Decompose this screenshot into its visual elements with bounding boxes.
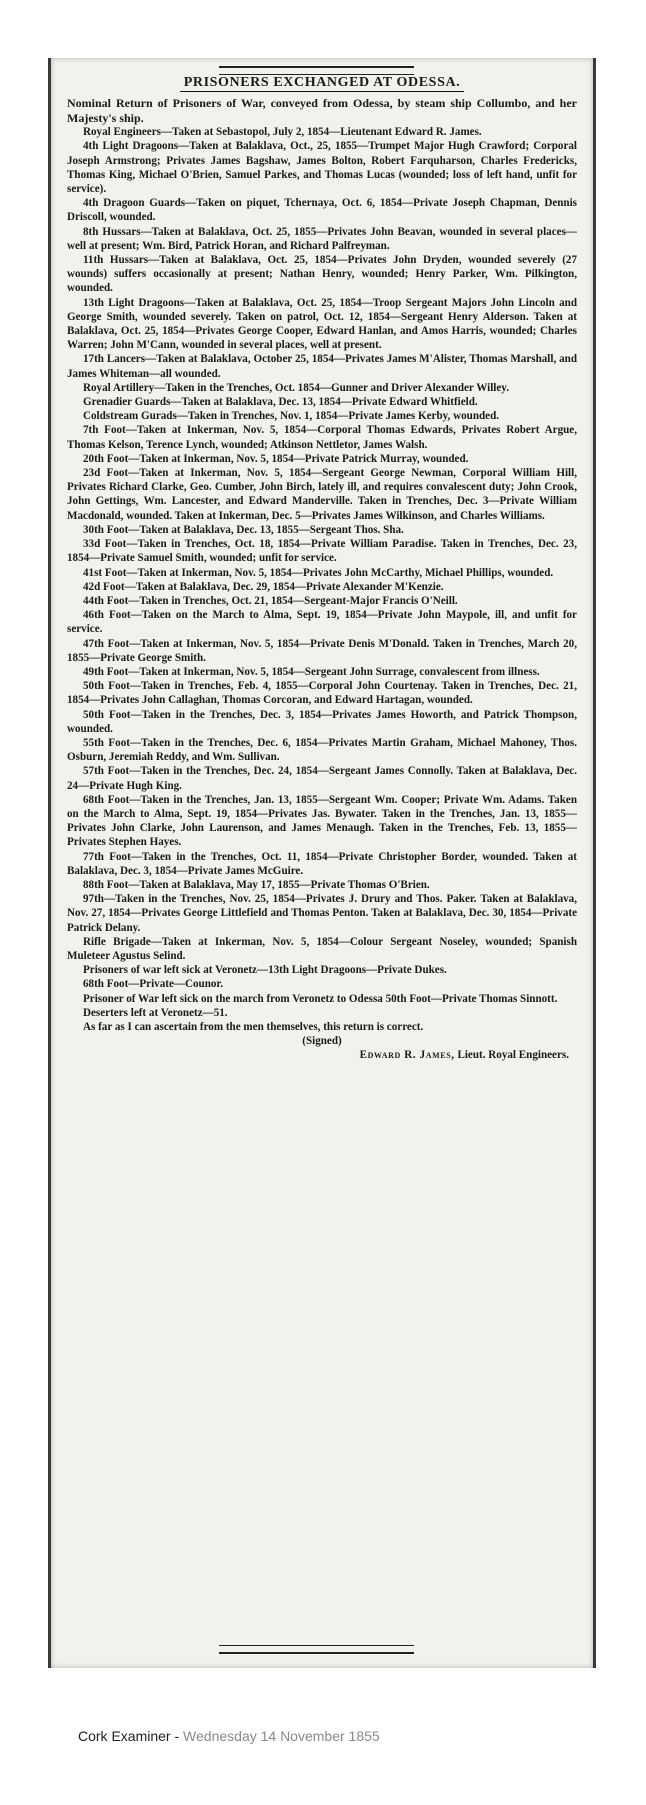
list-item: 4th Light Dragoons—Taken at Balaklava, Oct., 25, 1855—Trumpet Major Hugh Crawford; Corporal Joseph Armstrong; Privates James Bagshaw, James Bolton, Robert Farquharson, Charles Fredericks, Thomas King, Michael O'Brien, Samuel Parkes, and Thomas Lucas (wounded; loss of left hand, unfit for service). (67, 140, 577, 196)
list-item: 50th Foot—Taken in Trenches, Feb. 4, 1855—Corporal John Courtenay. Taken in Trenches, Dec. 21, 1854—Privates John Callaghan, Thomas Corcoran, and Edward Hartagan, wounded. (67, 680, 577, 707)
list-item: Prisoner of War left sick on the march from Veronetz to Odessa 50th Foot—Private Thomas Sinnott. (83, 992, 558, 1005)
list-item: 49th Foot—Taken at Inkerman, Nov. 5, 1854—Sergeant John Surrage, convalescent from illness. (83, 665, 540, 678)
list-item: 77th Foot—Taken in the Trenches, Oct. 11, 1854—Private Christopher Border, wounded. Taken at Balaklava, Dec. 3, 1854—Private James McGuire. (67, 850, 577, 877)
list-item: 42d Foot—Taken at Balaklava, Dec. 29, 1854—Private Alexander M'Kenzie. (83, 580, 444, 593)
list-item: 33d Foot—Taken in Trenches, Oct. 18, 1854—Private William Paradise. Taken in Trenches, Dec. 23, 1854—Private Samuel Smith, wounded; unfit for service. (67, 538, 577, 565)
list-item: Prisoners of war left sick at Veronetz—13th Light Dragoons—Private Dukes. (83, 964, 447, 977)
list-item: 47th Foot—Taken at Inkerman, Nov. 5, 1854—Private Denis M'Donald. Taken in Trenches, March 20, 1855—Private George Smith. (67, 637, 577, 664)
list-item: 57th Foot—Taken in the Trenches, Dec. 24, 1854—Sergeant James Connolly. Taken at Balaklava, Dec. 24—Private Hugh King. (67, 765, 577, 792)
article-headline: PRISONERS EXCHANGED AT ODESSA. (67, 76, 577, 90)
list-item: 50th Foot—Taken in the Trenches, Dec. 3, 1854—Privates James Howorth, and Patrick Thompson, wounded. (67, 708, 577, 735)
list-item: 8th Hussars—Taken at Balaklava, Oct. 25, 1855—Privates John Beavan, wounded in several places—well at present; Wm. Bird, Patrick Horan, and Richard Palfreyman. (67, 225, 577, 252)
source-caption (78, 1728, 380, 1744)
list-item: 30th Foot—Taken at Balaklava, Dec. 13, 1855—Sergeant Thos. Sha. (83, 523, 404, 536)
list-item: 7th Foot—Taken at Inkerman, Nov. 5, 1854—Corporal Thomas Edwards, Privates Robert Argue, Thomas Kelson, Terence Lynch, wounded; Atkinson Nettletor, James Walsh. (67, 424, 577, 451)
list-item: 68th Foot—Taken in the Trenches, Jan. 13, 1855—Sergeant Wm. Cooper; Private Wm. Adams. Taken on the March to Alma, Sept. 19, 1854—Privates Jas. Bywater. Taken in the Trenches, Jan. 13, 1855—Privates John Clarke, John Laurenson, and James Menaugh. Taken in the Trenches, Feb. 13, 1855—Privates Stephen Hayes. (67, 793, 577, 849)
list-item: 11th Hussars—Taken at Balaklava, Oct. 25, 1854—Privates John Dryden, wounded severely (27 wounds) suffers occasionally at present; Nathan Henry, wounded; Henry Parker, Wm. Pilkington, wounded. (67, 254, 577, 295)
list-item: 46th Foot—Taken on the March to Alma, Sept. 19, 1854—Private John Maypole, ill, and unfit for service. (67, 609, 577, 636)
list-item: 23d Foot—Taken at Inkerman, Nov. 5, 1854—Sergeant George Newman, Corporal William Hill, Privates Richard Clarke, Geo. Cumber, John Birch, lately ill, and requires convalescent duty; John Crook, John Gettings, Wm. Lancester, and Edward Manderville. Taken in Trenches, Dec. 3—Private William Macdonald, wounded. Taken at Inkerman, Dec. 5—Privates James Wilkinson, and Charles Williams. (67, 467, 577, 522)
list-item: 68th Foot—Private—Counor. (83, 978, 224, 991)
signature-line (67, 1048, 577, 1062)
list-item: Royal Engineers—Taken at Sebastopol, July 2, 1854—Lieutenant Edward R. James. (83, 126, 482, 139)
list-item: Grenadier Guards—Taken at Balaklava, Dec. 13, 1854—Private Edward Whitfield. (83, 396, 478, 409)
caption-date: Wednesday 14 November 1855 (183, 1728, 380, 1744)
list-item: Rifle Brigade—Taken at Inkerman, Nov. 5, 1854—Colour Sergeant Noseley, wounded; Spanish Muleteer Agustus Selind. (67, 935, 577, 962)
list-item: 44th Foot—Taken in Trenches, Oct. 21, 1854—Sergeant-Major Francis O'Neill. (83, 594, 458, 607)
top-double-rule (219, 66, 414, 75)
list-item: 55th Foot—Taken in the Trenches, Dec. 6, 1854—Privates Martin Graham, Michael Mahoney, Thos. Osburn, Jeremiah Reddy, and Wm. Sullivan. (67, 736, 577, 764)
signed-label: (Signed) (302, 1035, 342, 1048)
article-column (67, 76, 577, 1063)
signature-rank: Lieut. Royal Engineers. (457, 1049, 569, 1062)
list-item: 88th Foot—Taken at Balaklava, May 17, 1855—Private Thomas O'Brien. (83, 878, 430, 891)
list-item: Coldstream Gurads—Taken in Trenches, Nov. 1, 1854—Private James Kerby, wounded. (83, 410, 500, 423)
list-item: 41st Foot—Taken at Inkerman, Nov. 5, 1854—Privates John McCarthy, Michael Phillips, wounded. (83, 566, 554, 579)
list-item: As far as I can ascertain from the men themselves, this return is correct. (83, 1021, 424, 1033)
newspaper-clipping (48, 58, 596, 1668)
list-item: Royal Artillery—Taken in the Trenches, Oct. 1854—Gunner and Driver Alexander Willey. (83, 381, 509, 394)
list-item: 20th Foot—Taken at Inkerman, Nov. 5, 1854—Private Patrick Murray, wounded. (83, 452, 469, 465)
list-item: 17th Lancers—Taken at Balaklava, October 25, 1854—Privates James M'Alister, Thomas Marshall, and James Whiteman—all wounded. (67, 353, 577, 380)
list-item: 4th Dragoon Guards—Taken on piquet, Tchernaya, Oct. 6, 1854—Private Joseph Chapman, Dennis Driscoll, wounded. (67, 197, 577, 224)
article-intro: Nominal Return of Prisoners of War, conveyed from Odessa, by steam ship Collumbo, and her Majesty's ship. (67, 96, 577, 125)
bottom-double-rule (219, 1645, 414, 1654)
list-item: 13th Light Dragoons—Taken at Balaklava, Oct. 25, 1854—Troop Sergeant Majors John Lincoln and George Smith, wounded severely. Taken on patrol, Oct. 12, 1854—Sergeant Henry Alderson. Taken at Balaklava, Oct. 25, 1854—Privates George Cooper, Edward Hanlan, and Amos Harris, wounded; Charles Warren; John M'Cann, wounded in several places, well at present. (67, 296, 577, 352)
signature-name: Edward R. James, (359, 1049, 455, 1062)
caption-source: Cork Examiner (78, 1728, 171, 1744)
list-item: Deserters left at Veronetz—51. (83, 1006, 228, 1019)
caption-separator: - (170, 1728, 184, 1744)
list-item: 97th—Taken in the Trenches, Nov. 25, 1854—Privates J. Drury and Thos. Paker. Taken at Balaklava, Nov. 27, 1854—Privates George Littlefield and Thomas Penton. Taken at Balaklava, Dec. 30, 1854—Private Patrick Delany. (67, 893, 577, 934)
